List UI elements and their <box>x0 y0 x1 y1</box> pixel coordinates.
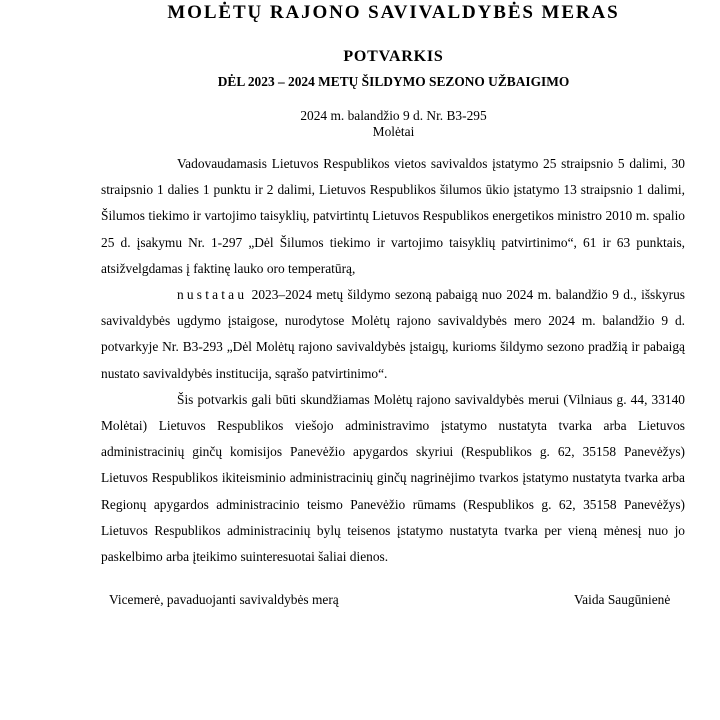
decision-text: 2023–2024 metų šildymo sezoną pabaigą nuo 2024 m. balandžio 9 d., išskyrus savivaldybės ugdymo įstaigose, nurodytose Molėtų rajono savivaldybės mero 2024 m. balandžio 9 d. potvarkyje Nr. B3-293 „Dėl Molėtų rajono savivaldybės įstaigų, kurioms šildymo sezono pradžią ir pabaigą nustato savivaldybės institucija, sąrašo patvirtinimo“. <box>101 287 685 381</box>
signatory-name: Vaida Saugūnienė <box>574 592 671 607</box>
signatory-position: Vicemerė, pavaduojanti savivaldybės merą <box>109 592 339 607</box>
document-place: Molėtai <box>372 124 415 139</box>
issuer-title: MOLĖTŲ RAJONO SAVIVALDYBĖS MERAS <box>167 2 620 23</box>
paragraph-legal-basis: Vadovaudamasis Lietuvos Respublikos vietos savivaldos įstatymo 25 straipsnio 5 dalimi, 30 straipsnio 1 dalies 1 punktu ir 2 dalimi, Lietuvos Respublikos šilumos ūkio įstatymo 13 straipsnio 1 dalimi, Šilumos tiekimo ir vartojimo taisyklių, patvirtintų Lietuvos Respublikos energetikos ministro 2010 m. spalio 25 d. įsakymu Nr. 1-297 „Dėl Šilumos tiekimo ir vartojimo taisyklių patvirtinimo“, 61 ir 63 punktais, atsižvelgdamas į faktinę lauko oro temperatūrą, <box>101 156 685 276</box>
document-subject: DĖL 2023 – 2024 METŲ ŠILDYMO SEZONO UŽBAIGIMO <box>217 74 570 89</box>
paragraph-appeal: Šis potvarkis gali būti skundžiamas Molėtų rajono savivaldybės merui (Vilniaus g. 44, 33140 Molėtai) Lietuvos Respublikos viešojo administravimo įstatymo nustatyta tvarka arba Lietuvos administracinių ginčų komisijos Panevėžio apygardos skyriui (Respublikos g. 62, 35158 Panevėžys) Lietuvos Respublikos ikiteisminio administracinių ginčų nagrinėjimo tvarkos įstatymo nustatyta tvarka arba Regionų apygardos administracinio teismo Panevėžio rūmams (Respublikos g. 62, 35158 Panevėžys) Lietuvos Respublikos administracinių bylų teisenos įstatymo nustatyta tvarka per vieną mėnesį nuo jo paskelbimo arba įteikimo suinteresuotai šaliai dienos. <box>101 391 685 565</box>
document-date-number: 2024 m. balandžio 9 d. Nr. B3-295 <box>300 108 487 123</box>
paragraph-decision <box>101 282 685 387</box>
document-body <box>101 151 685 570</box>
document-type: POTVARKIS <box>343 48 444 65</box>
decision-keyword: nustatau <box>177 287 248 303</box>
